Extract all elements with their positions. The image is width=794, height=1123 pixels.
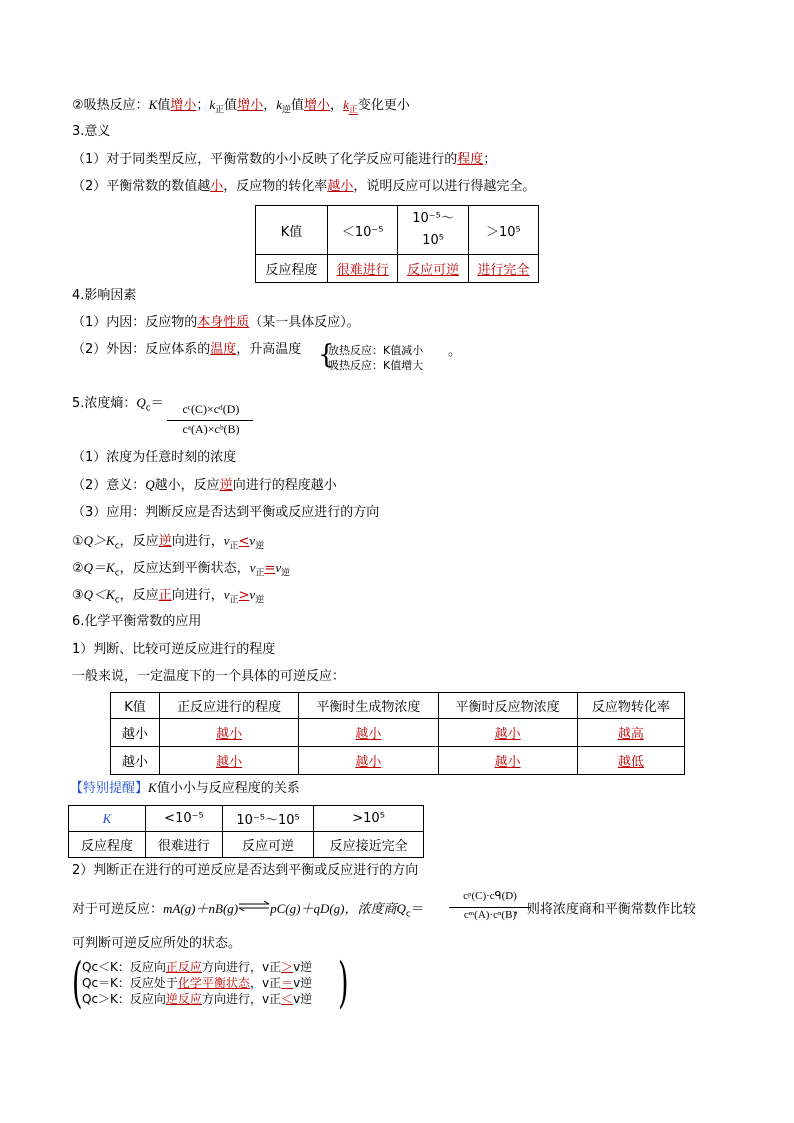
brace-line-2: 吸热反应：K值增大 xyxy=(328,359,424,372)
answer-blank: = xyxy=(264,561,276,576)
q-symbol: Q xyxy=(396,901,406,916)
text: ，反应 xyxy=(119,588,159,603)
text: （2）平衡常数的数值越 xyxy=(72,179,211,194)
cell-value: 反应可逆 xyxy=(398,255,468,283)
tip-label: 【特别提醒】 xyxy=(70,781,149,796)
s5-p3: （3）应用：判断反应是否达到平衡或反应进行的方向 xyxy=(72,505,380,520)
section-3-title: 3.意义 xyxy=(72,124,111,139)
text: ，说明反应可以进行得越完全。 xyxy=(353,179,536,194)
s3-p2 xyxy=(72,178,535,196)
equilibrium-arrow-icon xyxy=(238,899,270,917)
answer-blank: 增小 xyxy=(304,98,331,113)
text: ，则将浓度商和平衡常数作比较 xyxy=(513,902,696,917)
text: ③ xyxy=(72,588,84,603)
text: 10⁻⁵～ xyxy=(412,211,454,226)
k-symbol: K xyxy=(148,780,157,795)
subscript: 逆 xyxy=(255,541,265,552)
qc-denominator: cᵃ(A)×cᵇ(B) xyxy=(182,422,240,436)
subscript: 逆 xyxy=(281,568,291,579)
left-brace-icon: ( xyxy=(72,951,83,1014)
text: Qc＞K：反应向 xyxy=(82,992,166,1006)
subscript: 正 xyxy=(215,105,225,116)
brace-line-1: 放热反应：K值减小 xyxy=(328,344,424,357)
text: v xyxy=(249,587,256,602)
answer-blank: 温度 xyxy=(210,342,237,357)
subscript: c xyxy=(114,568,120,579)
brace-icon: { xyxy=(318,340,335,370)
subscript: c xyxy=(145,403,151,414)
right-brace-icon: ) xyxy=(338,951,349,1014)
k-symbol: k xyxy=(209,97,216,112)
cell: 反应接近完全 xyxy=(314,832,424,858)
qc-denominator-2: cᵐ(A)·cⁿ(B) xyxy=(463,909,517,921)
subscript: 正 xyxy=(348,105,358,116)
text: Q＝K xyxy=(83,560,115,575)
cell: 越小 xyxy=(111,719,160,747)
fraction-bar xyxy=(449,907,531,908)
text: 对于可逆反应： xyxy=(72,902,164,917)
text: 10⁵ xyxy=(422,233,444,248)
text: 向进行， xyxy=(171,534,224,549)
text: Q＞K xyxy=(83,533,115,548)
cell-value: 很难进行 xyxy=(328,255,398,283)
cell: 越小 xyxy=(299,747,438,775)
text: Qc＝K：反应处于 xyxy=(82,976,178,990)
text: ，反应物的转化率 xyxy=(223,179,328,194)
answer-blank: 逆 xyxy=(219,478,233,493)
case-3 xyxy=(72,586,264,610)
text: 变化更小 xyxy=(357,98,410,113)
k-header: K值 xyxy=(256,206,328,255)
section-4-title: 4.影响因素 xyxy=(72,288,137,303)
text: （2）意义： xyxy=(72,478,146,493)
section-6-title: 6.化学平衡常数的应用 xyxy=(72,614,202,629)
text: 向进行的程度越小 xyxy=(232,478,337,493)
case-1 xyxy=(72,532,264,556)
answer-blank: 增小 xyxy=(237,98,264,113)
s5-p2 xyxy=(72,476,337,495)
cell: 10⁻⁵～10⁵ xyxy=(222,806,313,832)
s6-sub-2: 2）判断正在进行的可逆反应是否达到平衡或反应进行的方向 xyxy=(72,863,419,878)
k-comparison-table xyxy=(110,692,685,775)
text: 越小，反应 xyxy=(154,478,220,493)
answer-blank: 化学平衡状态 xyxy=(177,976,250,990)
text: ， xyxy=(330,98,344,113)
subscript: 逆 xyxy=(255,595,265,606)
text: ② xyxy=(72,561,84,576)
answer-blank: 逆反应 xyxy=(165,992,202,1006)
cell: 越高 xyxy=(577,719,684,747)
s6-sub-1: 1）判断、比较可逆反应进行的程度 xyxy=(72,642,276,657)
text: ； xyxy=(196,98,210,113)
cell: 反应程度 xyxy=(69,832,146,858)
answer-blank: 增小 xyxy=(170,98,197,113)
th-conversion: 反应物转化率 xyxy=(577,693,684,719)
text: （1）对于同类型反应，平衡常数的小小反映了化学反应可能进行的 xyxy=(72,152,458,167)
q-symbol: Q xyxy=(136,395,146,410)
text: 向进行， xyxy=(171,588,224,603)
answer-blank: < xyxy=(238,534,250,549)
answer-blank: > xyxy=(238,588,250,603)
text: ， xyxy=(263,98,277,113)
state-1 xyxy=(82,959,312,975)
subscript: 逆 xyxy=(282,105,292,116)
k-symbol: k xyxy=(276,97,282,112)
text: ，升高温度 xyxy=(236,342,302,357)
text: ； xyxy=(483,152,497,167)
text: v xyxy=(275,560,282,575)
k-col-3: ＞10⁵ xyxy=(468,206,538,255)
text: Qc＜K：反应向 xyxy=(82,960,166,974)
q-symbol: Q xyxy=(145,477,155,492)
answer-blank: k xyxy=(343,97,349,112)
cell: <10⁻⁵ xyxy=(145,806,222,832)
cell: 反应可逆 xyxy=(222,832,313,858)
th-k: K值 xyxy=(111,693,160,719)
answer-blank: 越小 xyxy=(327,179,354,194)
text: 方向进行，v正 xyxy=(201,992,282,1006)
text: ＝ xyxy=(150,396,164,411)
text: ，反应 xyxy=(119,534,159,549)
subscript: 正 xyxy=(255,568,265,579)
cell: >10⁵ xyxy=(314,806,424,832)
text: （1）内因：反应物的 xyxy=(72,315,198,330)
answer-blank: ＝ xyxy=(281,976,294,990)
case-2 xyxy=(72,559,290,583)
th-reactant: 平衡时反应物浓度 xyxy=(438,693,577,719)
text: v xyxy=(249,533,256,548)
s4-p1 xyxy=(72,314,360,332)
text: 值 xyxy=(157,98,171,113)
text: v xyxy=(249,560,256,575)
cell: 越小 xyxy=(438,719,577,747)
state-3 xyxy=(82,991,312,1007)
text: ②吸热反应： xyxy=(72,98,149,113)
answer-blank: 逆 xyxy=(158,534,172,549)
text: v逆 xyxy=(293,960,313,974)
text: ＝ xyxy=(410,902,424,917)
text: v逆 xyxy=(293,976,313,990)
k-range-table xyxy=(68,805,424,858)
text: （某一具体反应）。 xyxy=(249,315,360,330)
endothermic-line xyxy=(72,96,410,120)
text: ① xyxy=(72,534,84,549)
fraction-bar xyxy=(167,420,253,421)
s5-p1: （1）浓度为任意时刻的浓度 xyxy=(72,450,237,465)
reaction-line xyxy=(72,900,696,924)
special-tip xyxy=(70,779,300,798)
text: v逆 xyxy=(293,992,313,1006)
cell: K xyxy=(69,806,146,832)
text: Q＜K xyxy=(83,587,115,602)
row-label: 反应程度 xyxy=(256,255,328,283)
subscript: c xyxy=(114,541,120,552)
text: 值小小与反应程度的关系 xyxy=(156,781,300,796)
text: ，反应达到平衡状态， xyxy=(119,561,250,576)
s3-p1 xyxy=(72,151,496,169)
answer-blank: ＞ xyxy=(281,960,294,974)
cell: 越小 xyxy=(160,719,299,747)
answer-blank: 正 xyxy=(158,588,172,603)
text: v xyxy=(223,587,230,602)
subscript: c xyxy=(114,595,120,606)
subscript: 正 xyxy=(229,541,239,552)
text: 值 xyxy=(224,98,238,113)
answer-blank: 小 xyxy=(210,179,224,194)
state-2 xyxy=(82,975,312,991)
answer-blank: 本身性质 xyxy=(197,315,250,330)
period: 。 xyxy=(448,344,462,359)
s5-title-line xyxy=(72,394,164,418)
k-symbol: K xyxy=(148,97,158,112)
qc-numerator: cᶜ(C)×cᵈ(D) xyxy=(182,402,240,416)
cell: 越小 xyxy=(299,719,438,747)
s6-conclusion: 可判断可逆反应所处的状态。 xyxy=(72,936,242,951)
k-col-1: ＜10⁻⁵ xyxy=(328,206,398,255)
cell: 越低 xyxy=(577,747,684,775)
text: ，v正 xyxy=(249,976,282,990)
subscript: c xyxy=(405,909,411,920)
answer-blank: ＜ xyxy=(281,992,294,1006)
text: v xyxy=(223,533,230,548)
s4-p2 xyxy=(72,341,301,359)
reaction-right: pC(g)＋qD(g)，浓度商 xyxy=(270,901,397,916)
section-5-title: 5.浓度熵： xyxy=(72,396,137,411)
text: （2）外因：反应体系的 xyxy=(72,342,211,357)
cell-value: 进行完全 xyxy=(468,255,538,283)
answer-blank: 正反应 xyxy=(165,960,202,974)
answer-blank: 程度 xyxy=(457,152,484,167)
th-forward: 正反应进行的程度 xyxy=(160,693,299,719)
subscript: 正 xyxy=(229,595,239,606)
k-value-table xyxy=(255,205,539,283)
cell: 越小 xyxy=(438,747,577,775)
text: 值 xyxy=(291,98,305,113)
s6-intro: 一般来说，一定温度下的一个具体的可逆反应： xyxy=(72,669,346,684)
cell: 越小 xyxy=(111,747,160,775)
cell: 很难进行 xyxy=(145,832,222,858)
cell: 越小 xyxy=(160,747,299,775)
k-col-2 xyxy=(398,206,468,255)
reaction-left: mA(g)＋nB(g) xyxy=(163,901,239,916)
qc-numerator-2: cᵖ(C)·cᑫ(D) xyxy=(463,890,517,902)
th-product: 平衡时生成物浓度 xyxy=(299,693,438,719)
text: 方向进行，v正 xyxy=(201,960,282,974)
